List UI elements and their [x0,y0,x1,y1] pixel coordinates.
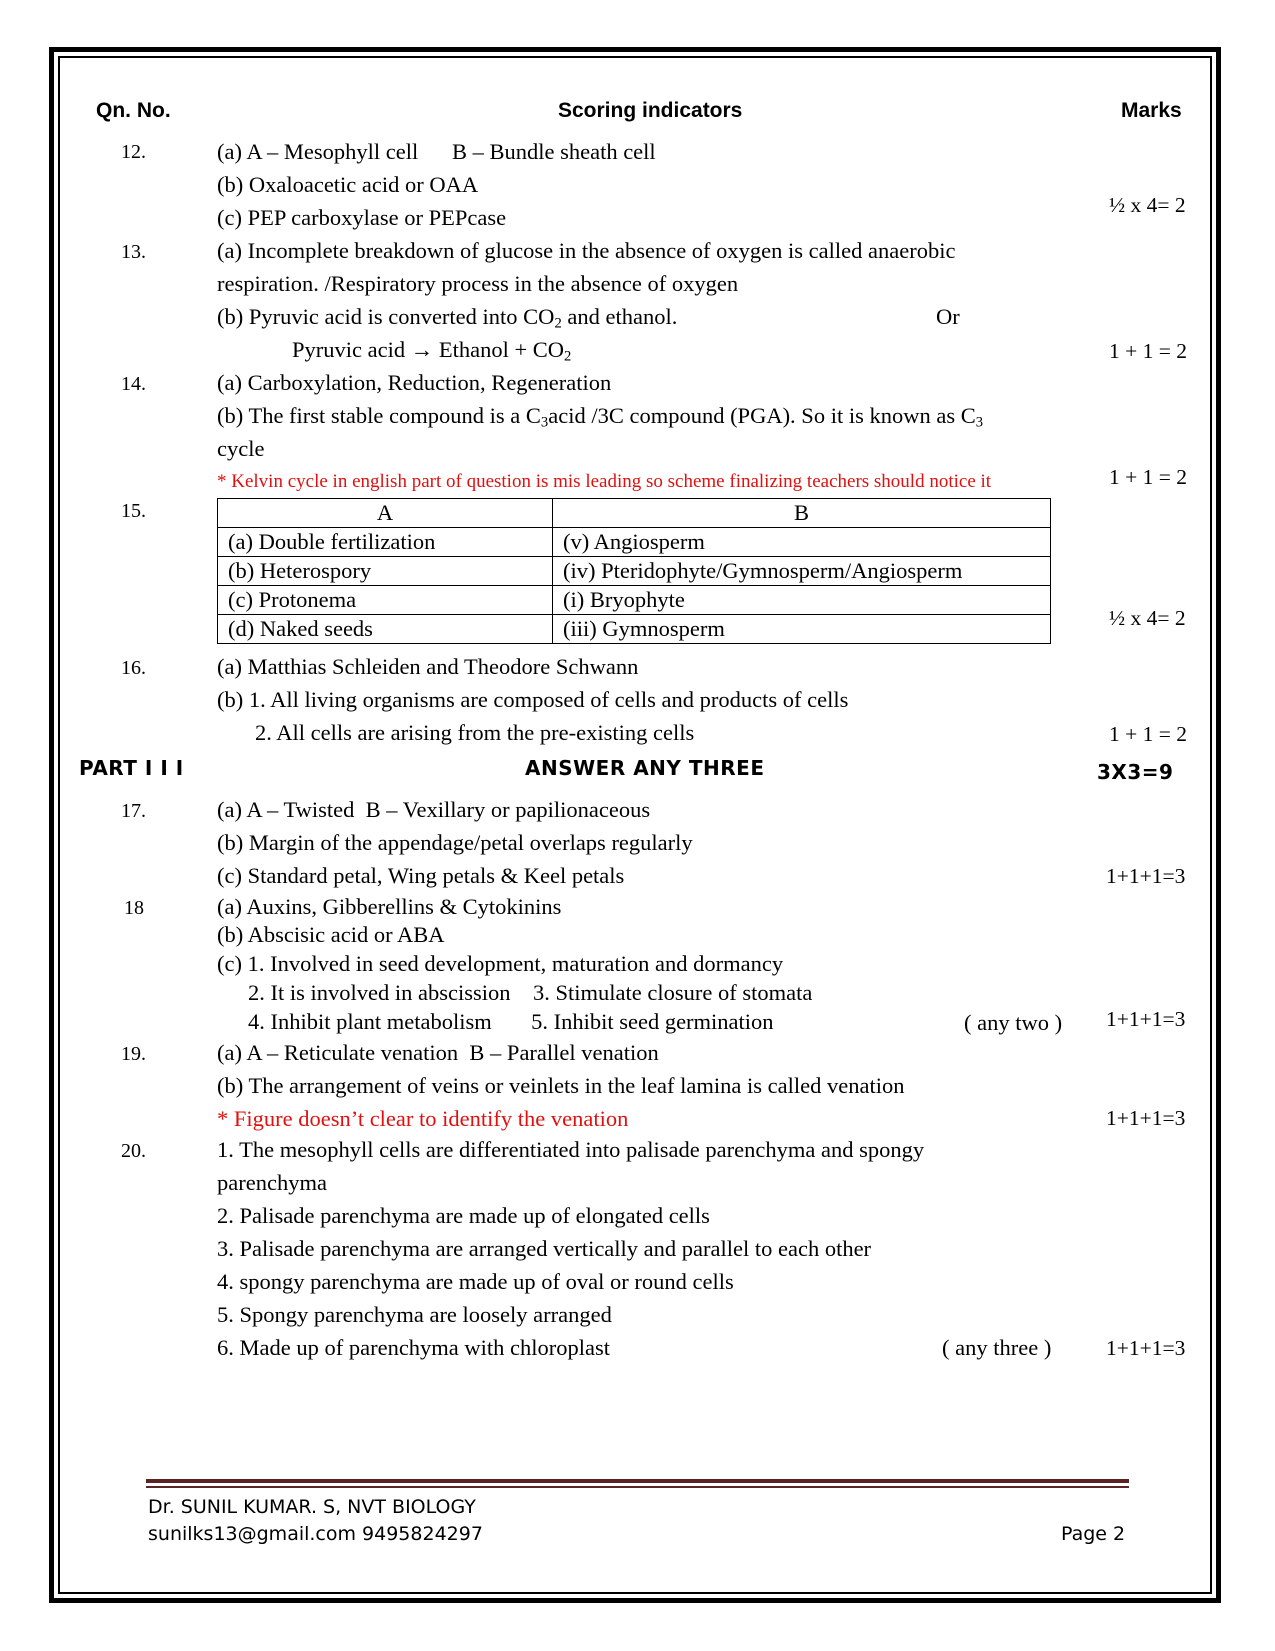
q18-answer-a: (a) Auxins, Gibberellins & Cytokinins [217,894,562,919]
part-three-title: ANSWER ANY THREE [525,756,765,780]
q14-answer-b: (b) The first stable compound is a $C_3acid$ /3C compound (PGA). So it is known as $C_3$ [217,403,984,431]
q16-answer-a: (a) Matthias Schleiden and Theodore Schwann [217,654,639,679]
q20-point-5: 5. Spongy parenchyma are loosely arranged [217,1302,612,1327]
q20-point-3: 3. Palisade parenchyma are arranged vertically and parallel to each other [217,1236,872,1261]
q19-marks: 1+1+1=3 [1106,1106,1186,1130]
table-cell: (b) Heterospory [218,557,553,586]
q18-any-two: ( any two ) [964,1010,1063,1035]
q18-marks: 1+1+1=3 [1106,1007,1186,1031]
q13-equation: Pyruvic acid → Ethanol + $CO_2$ [292,337,572,365]
table-cell: (iv) Pteridophyte/Gymnosperm/Angiosperm [553,557,1051,586]
q12-answer-b: (b) Oxaloacetic acid or OAA [217,172,479,197]
q14-answer-a: (a) Carboxylation, Reduction, Regeneration [217,370,612,395]
q13-answer-a-line1: (a) Incomplete breakdown of glucose in the absence of oxygen is called anaerobic [217,238,956,263]
q13-marks: 1 + 1 = 2 [1109,339,1188,363]
q18-answer-c2: 2. It is involved in abscission 3. Stimulate closure of stomata [248,980,813,1005]
q13-answer-a-line2: respiration. /Respiratory process in the absence of oxygen [217,271,739,296]
q17-answer-c: (c) Standard petal, Wing petals & Keel petals [217,863,625,888]
q20-point-1-line1: 1. The mesophyll cells are differentiated into palisade parenchyma and spongy [217,1137,925,1162]
header-marks: Marks [1121,99,1182,122]
question-number-13: 13. [121,241,146,263]
column-header-b: B [553,499,1051,528]
question-number-12: 12. [121,141,146,163]
table-row [218,557,1051,586]
q17-marks: 1+1+1=3 [1106,864,1186,888]
q12-answer-c: (c) PEP carboxylase or PEPcase [217,205,507,230]
table-cell: (d) Naked seeds [218,615,553,644]
footer-divider-thin [146,1486,1129,1488]
q17-answer-a: (a) A – Twisted B – Vexillary or papilionaceous [217,797,651,822]
q19-answer-b: (b) The arrangement of veins or veinlets in the leaf lamina is called venation [217,1073,905,1098]
footer-author: Dr. SUNIL KUMAR. S, NVT BIOLOGY [148,1496,476,1518]
question-number-19: 19. [121,1043,146,1065]
q12-marks: ½ x 4= 2 [1109,193,1186,217]
question-number-15: 15. [121,500,146,522]
q14-note: * Kelvin cycle in english part of question is mis leading so scheme finalizing teachers should notice it [217,471,992,492]
q16-answer-b1: (b) 1. All living organisms are composed of cells and products of cells [217,687,849,712]
q14-answer-b-line2: cycle [217,436,265,461]
q19-note: * Figure doesn’t clear to identify the venation [217,1106,629,1131]
table-cell: (v) Angiosperm [553,528,1051,557]
table-cell: (iii) Gymnosperm [553,615,1051,644]
question-number-17: 17. [121,800,146,822]
q16-answer-b2: 2. All cells are arising from the pre-existing cells [255,720,695,745]
q18-answer-c3: 4. Inhibit plant metabolism 5. Inhibit seed germination [248,1009,774,1034]
q20-point-1-line2: parenchyma [217,1170,327,1195]
q13-answer-b: (b) Pyruvic acid is converted into $CO_2$ and ethanol. [217,304,678,332]
column-header-a: A [218,499,553,528]
table-header-row [218,499,1051,528]
q13-or: Or [936,304,960,329]
q15-match-table [217,498,1051,644]
q20-any-three: ( any three ) [942,1335,1052,1360]
q14-marks: 1 + 1 = 2 [1109,465,1188,489]
q20-point-4: 4. spongy parenchyma are made up of oval or round cells [217,1269,734,1294]
footer-divider-thick [146,1479,1129,1483]
q17-answer-b: (b) Margin of the appendage/petal overlaps regularly [217,830,693,855]
q12-answer-a: (a) A – Mesophyll cell B – Bundle sheath cell [217,139,656,164]
part-three-label: PART I I I [79,756,184,780]
question-number-14: 14. [121,373,146,395]
table-row [218,615,1051,644]
table-row [218,586,1051,615]
q19-answer-a: (a) A – Reticulate venation B – Parallel venation [217,1040,659,1065]
question-number-20: 20. [121,1140,146,1162]
header-scoring-indicators: Scoring indicators [558,99,743,122]
q20-point-6: 6. Made up of parenchyma with chloroplast [217,1335,611,1360]
q15-marks: ½ x 4= 2 [1109,606,1186,630]
footer-page-number: Page 2 [1061,1523,1126,1545]
q20-marks: 1+1+1=3 [1106,1336,1186,1360]
q16-marks: 1 + 1 = 2 [1109,722,1188,746]
part-three-marks: 3X3=9 [1097,760,1174,784]
table-cell: (i) Bryophyte [553,586,1051,615]
table-cell: (a) Double fertilization [218,528,553,557]
q18-answer-c1: (c) 1. Involved in seed development, maturation and dormancy [217,951,784,976]
table-cell: (c) Protonema [218,586,553,615]
table-row [218,528,1051,557]
question-number-16: 16. [121,657,146,679]
header-qn-no: Qn. No. [96,99,171,122]
q20-point-2: 2. Palisade parenchyma are made up of elongated cells [217,1203,710,1228]
q18-answer-b: (b) Abscisic acid or ABA [217,922,445,947]
question-number-18: 18 [124,897,144,919]
footer-contact: sunilks13@gmail.com 9495824297 [148,1523,483,1545]
